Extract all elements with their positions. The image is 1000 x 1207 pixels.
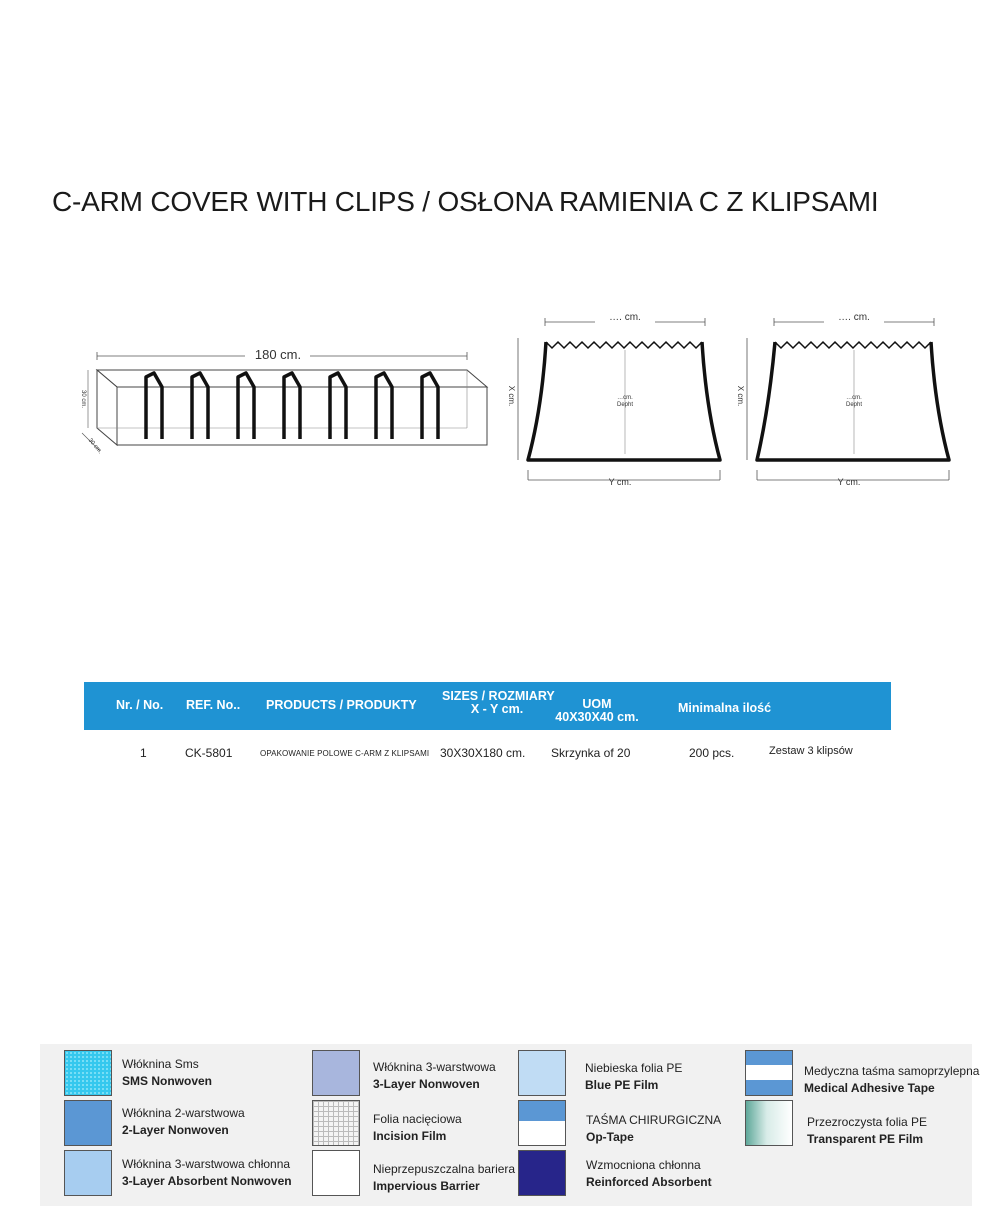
legend-incision xyxy=(373,1111,462,1145)
legend-impervious-pl: Nieprzepuszczalna bariera xyxy=(373,1162,516,1176)
swatch-op-tape xyxy=(518,1100,566,1146)
row-product: OPAKOWANIE POLOWE C-ARM Z KLIPSAMI xyxy=(260,749,430,758)
swatch-impervious-barrier xyxy=(312,1150,360,1196)
side-label: X cm. xyxy=(507,385,516,407)
legend-blue-pe xyxy=(585,1060,682,1094)
row-qty: 200 pcs. xyxy=(689,746,735,760)
col-sizes-line1: SIZES / ROZMIARY xyxy=(442,689,555,703)
legend-3-layer-absorbent-en: 3-Layer Absorbent Nonwoven xyxy=(122,1174,292,1188)
top-dimension-label: …. cm. xyxy=(609,312,641,323)
col-uom xyxy=(552,698,642,724)
side-label: X cm. xyxy=(736,385,745,407)
legend-reinforced xyxy=(586,1157,712,1191)
swatch-3-layer-absorbent xyxy=(64,1150,112,1196)
legend-impervious-en: Impervious Barrier xyxy=(373,1179,480,1193)
row-ref: CK-5801 xyxy=(185,746,233,760)
legend-blue-pe-en: Blue PE Film xyxy=(585,1078,659,1092)
legend-2-layer xyxy=(122,1105,245,1139)
legend-3-layer-en: 3-Layer Nonwoven xyxy=(373,1077,480,1091)
legend-op-tape xyxy=(586,1112,721,1146)
center-label: …cm. xyxy=(617,395,633,401)
swatch-transparent-pe-film xyxy=(745,1100,793,1146)
legend-op-tape-pl: TAŚMA CHIRURGICZNA xyxy=(586,1113,722,1127)
center-sub-label: Depht xyxy=(616,402,634,408)
cover-box-diagram xyxy=(70,335,500,465)
col-sizes xyxy=(442,689,555,716)
page-title: C-ARM COVER WITH CLIPS / OSŁONA RAMIENIA C Z KLIPSAMI xyxy=(52,186,879,217)
col-products: PRODUCTS / PRODUKTY xyxy=(266,698,417,712)
legend-3-layer-absorbent xyxy=(122,1156,292,1190)
cover-shape-diagram-1 xyxy=(500,308,740,493)
row-size: 30X30X180 cm. xyxy=(440,746,526,760)
center-label: …cm. xyxy=(846,395,862,401)
col-nr: Nr. / No. xyxy=(116,698,164,712)
swatch-medical-adhesive-tape xyxy=(745,1050,793,1096)
legend-adhesive-tape-pl: Medyczna taśma samoprzylepna xyxy=(804,1064,980,1078)
product-table-header xyxy=(84,682,891,730)
swatch-blue-pe-film xyxy=(518,1050,566,1096)
legend-sms-en: SMS Nonwoven xyxy=(122,1074,213,1088)
row-note: Zestaw 3 klipsów xyxy=(769,745,853,757)
bottom-label: Y cm. xyxy=(837,477,861,487)
legend-transparent-pe-pl: Przezroczysta folia PE xyxy=(807,1115,928,1129)
legend-2-layer-en: 2-Layer Nonwoven xyxy=(122,1123,229,1137)
length-label: 180 cm. xyxy=(254,347,302,362)
row-nr: 1 xyxy=(140,746,147,760)
legend-incision-en: Incision Film xyxy=(373,1129,447,1143)
legend-transparent-pe xyxy=(807,1114,927,1148)
swatch-3-layer-nonwoven xyxy=(312,1050,360,1096)
legend-op-tape-en: Op-Tape xyxy=(586,1130,634,1144)
legend-reinforced-en: Reinforced Absorbent xyxy=(586,1175,712,1189)
legend-3-layer xyxy=(373,1059,496,1093)
swatch-incision-film xyxy=(312,1100,360,1146)
center-sub-label: Depht xyxy=(845,402,863,408)
legend-incision-pl: Folia nacięciowa xyxy=(373,1112,462,1126)
height-label: 30 cm. xyxy=(80,389,86,409)
legend-adhesive-tape-en: Medical Adhesive Tape xyxy=(804,1081,935,1095)
col-ref: REF. No.. xyxy=(186,698,241,712)
legend-blue-pe-pl: Niebieska folia PE xyxy=(585,1061,683,1075)
legend-adhesive-tape xyxy=(804,1063,979,1097)
swatch-reinforced-absorbent xyxy=(518,1150,566,1196)
legend-3-layer-absorbent-pl: Włóknina 3-warstwowa chłonna xyxy=(122,1157,291,1171)
col-sizes-line2: X - Y cm. xyxy=(470,702,524,716)
legend-sms-pl: Włóknina Sms xyxy=(122,1057,199,1071)
row-uom: Skrzynka of 20 xyxy=(551,746,631,760)
swatch-2-layer-nonwoven xyxy=(64,1100,112,1146)
legend-reinforced-pl: Wzmocniona chłonna xyxy=(586,1158,701,1172)
col-uom-line2: 40X30X40 cm. xyxy=(555,710,639,724)
swatch-sms-nonwoven xyxy=(64,1050,112,1096)
legend-impervious xyxy=(373,1161,515,1195)
col-uom-line1: UOM xyxy=(582,697,612,711)
legend-transparent-pe-en: Transparent PE Film xyxy=(807,1132,924,1146)
legend-sms xyxy=(122,1056,212,1090)
cover-shape-diagram-2 xyxy=(729,308,969,493)
legend-3-layer-pl: Włóknina 3-warstwowa xyxy=(373,1060,496,1074)
col-min-qty: Minimalna ilość xyxy=(678,701,772,715)
bottom-label: Y cm. xyxy=(608,477,632,487)
material-legend xyxy=(40,1044,980,1206)
top-dimension-label: …. cm. xyxy=(838,312,870,323)
depth-label: 30 cm. xyxy=(86,437,103,456)
legend-2-layer-pl: Włóknina 2-warstwowa xyxy=(122,1106,245,1120)
